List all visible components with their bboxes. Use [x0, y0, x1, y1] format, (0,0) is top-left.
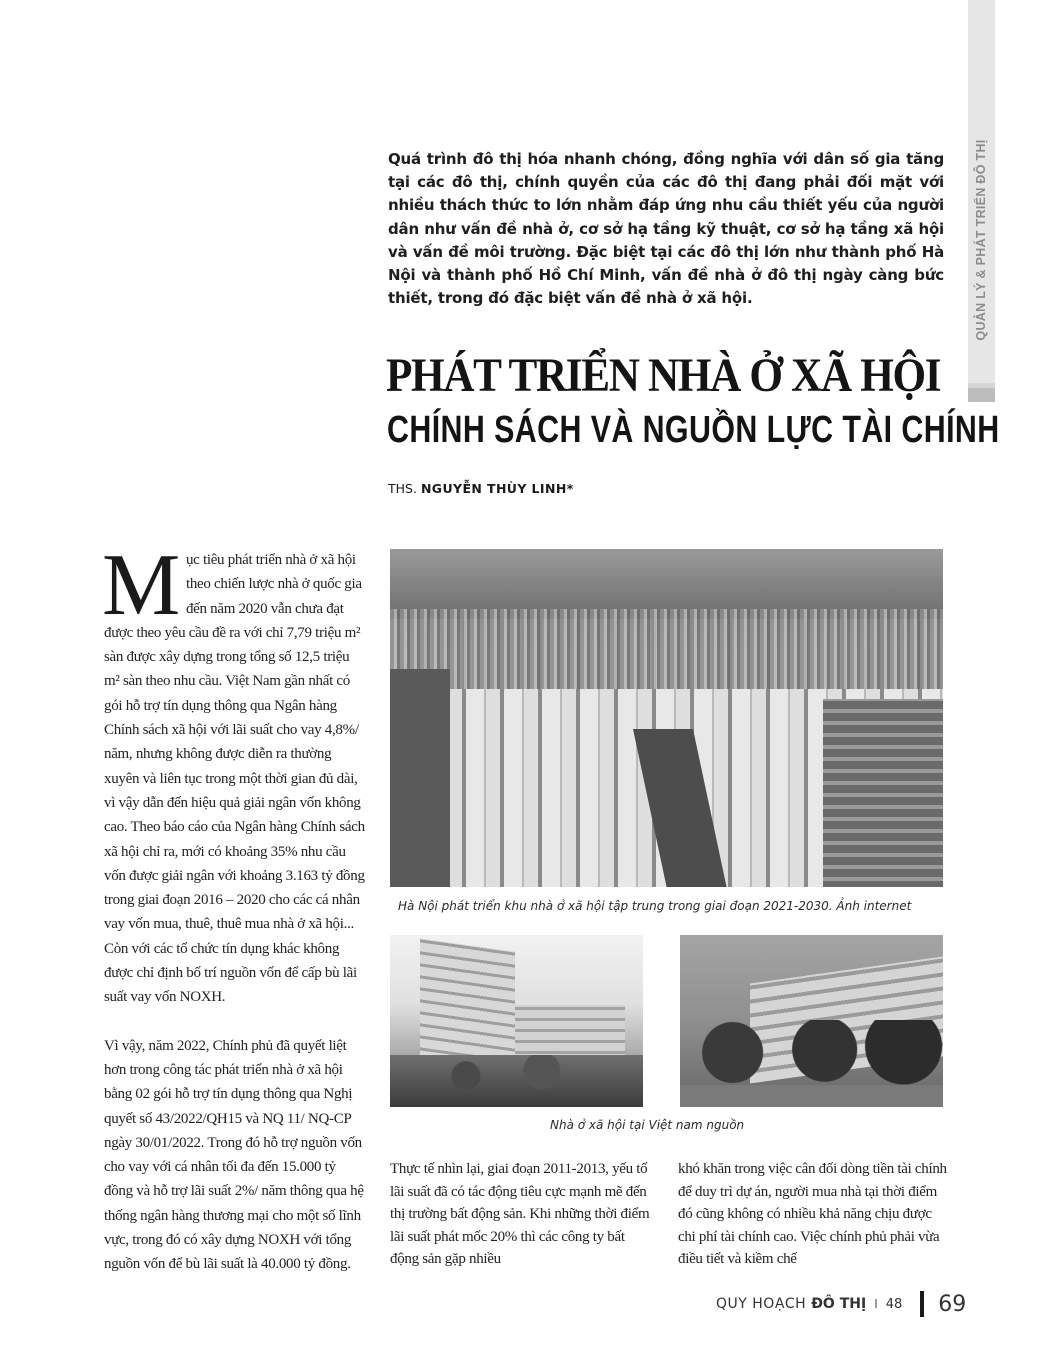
photo-cityscape: [390, 609, 943, 689]
author-byline: [388, 481, 574, 496]
footer-bar: [920, 1291, 924, 1317]
lead-paragraph: Quá trình đô thị hóa nhanh chóng, đồng nghĩa với dân số gia tăng tại các đô thị, chính quyền của các đô thị đang phải đối mặt với nhiều thách thức to lớn nhằm đáp ứng nhu cầu thiết yếu của người dân như vấn đề nhà ở, cơ sở hạ tầng kỹ thuật, cơ sở hạ tầng xã hội và vấn đề môi trường. Đặc biệt tại các đô thị lớn như thành phố Hà Nội và thành phố Hồ Chí Minh, vấn đề nhà ở đô thị ngày càng bức thiết, trong đó đặc biệt vấn đề nhà ở xã hội.: [388, 150, 944, 308]
body-paragraph: [102, 537, 366, 1010]
issue-number: 48: [885, 1296, 903, 1312]
article-subtitle: CHÍNH SÁCH VÀ NGUỒN LỰC TÀI CHÍNH: [387, 409, 1000, 451]
main-photo: [390, 549, 943, 887]
small-photo-left: [390, 935, 643, 1107]
paragraph-text: ục tiêu phát triển nhà ở xã hội theo chiến lược nhà ở quốc gia đến năm 2020 vẫn chưa đạt được theo yêu cầu đề ra với chỉ 7,79 triệu m² sàn được xây dựng trong tổng số 12,5 triệu m² sàn theo nhu cầu. Việt Nam gần nhất có gói hỗ trợ tín dụng thông qua Ngân hàng Chính sách xã hội với lãi suất cho vay 4,8%/ năm, nhưng không được diễn ra thường xuyên và liên tục trong một thời gian đủ dài, vì vậy dẫn đến hiệu quả giải ngân vốn không cao. Theo báo cáo của Ngân hàng Chính sách xã hội chỉ ra, mới có khoảng 35% nhu cầu vốn được giải ngân với khoảng 3.163 tỷ đồng trong giai đoạn 2016 – 2020 cho các cá nhân vay vốn mua, thuê, thuê mua nhà ở xã hội... Còn với các tổ chức tín dụng khác không được chỉ định bố trí nguồn vốn để cấp bù lãi suất vay vốn NOXH.: [104, 552, 365, 1006]
author-prefix: THS.: [388, 481, 417, 496]
section-label: QUẢN LÝ & PHÁT TRIỂN ĐÔ THỊ: [974, 139, 988, 341]
left-column: [102, 537, 366, 1301]
body-paragraph: Vì vậy, năm 2022, Chính phủ đã quyết liệt hơn trong công tác phát triển nhà ở xã hội bằng 02 gói hỗ trợ tín dụng thông qua Nghị quyết số 43/2022/QH15 và NQ 11/ NQ-CP ngày 30/01/2022. Trong đó hỗ trợ nguồn vốn cho vay với cá nhân tối đa đến 15.000 tỷ đồng và hỗ trợ lãi suất 2%/ năm thông qua hệ thống ngân hàng thương mại cho một số lĩnh vực, trong đó có xây dựng NOXH với tổng nguồn vốn để bù lãi suất là 40.000 tỷ đồng.: [104, 1037, 364, 1273]
page-footer: [716, 1289, 966, 1319]
photo-trees: [680, 1020, 943, 1085]
photo-lowrise: [823, 699, 943, 887]
small-photo-right: [680, 935, 943, 1107]
photo-canal: [633, 729, 727, 887]
side-tab-divider-dark: [968, 388, 995, 402]
footer-separator: I: [874, 1297, 878, 1311]
article-title: PHÁT TRIỂN NHÀ Ở XÃ HỘI: [386, 349, 941, 402]
main-photo-caption: Hà Nội phát triển khu nhà ở xã hội tập trung trong giai đoạn 2021-2030. Ảnh internet: [398, 899, 912, 913]
photo-trees: [390, 1055, 643, 1107]
middle-column: [390, 1158, 652, 1271]
body-paragraph: khó khăn trong việc cân đối dòng tiền tài chính để duy trì dự án, người mua nhà tại thời điểm đó cũng không có nhiều khả năng chịu được chi phí tài chính cao. Việc chính phủ phải vừa điều tiết và kiềm chế: [678, 1161, 947, 1267]
magazine-name-bold: ĐÔ THỊ: [811, 1296, 867, 1312]
page-number: 69: [938, 1291, 967, 1317]
right-column: [678, 1158, 948, 1271]
magazine-name: QUY HOẠCH: [716, 1296, 807, 1312]
drop-cap: M: [102, 537, 180, 634]
body-paragraph: Thực tế nhìn lại, giai đoạn 2011-2013, yếu tố lãi suất đã có tác động tiêu cực mạnh mẽ đến thị trường bất động sản. Khi những thời điểm lãi suất phát mốc 20% thì các công ty bất động sản gặp nhiều: [390, 1161, 650, 1267]
author-name: NGUYỄN THÙY LINH*: [420, 481, 574, 496]
photo-greenery: [390, 669, 450, 887]
photo-road: [680, 1085, 943, 1107]
small-photos-caption: Nhà ở xã hội tại Việt nam nguồn: [550, 1118, 745, 1132]
